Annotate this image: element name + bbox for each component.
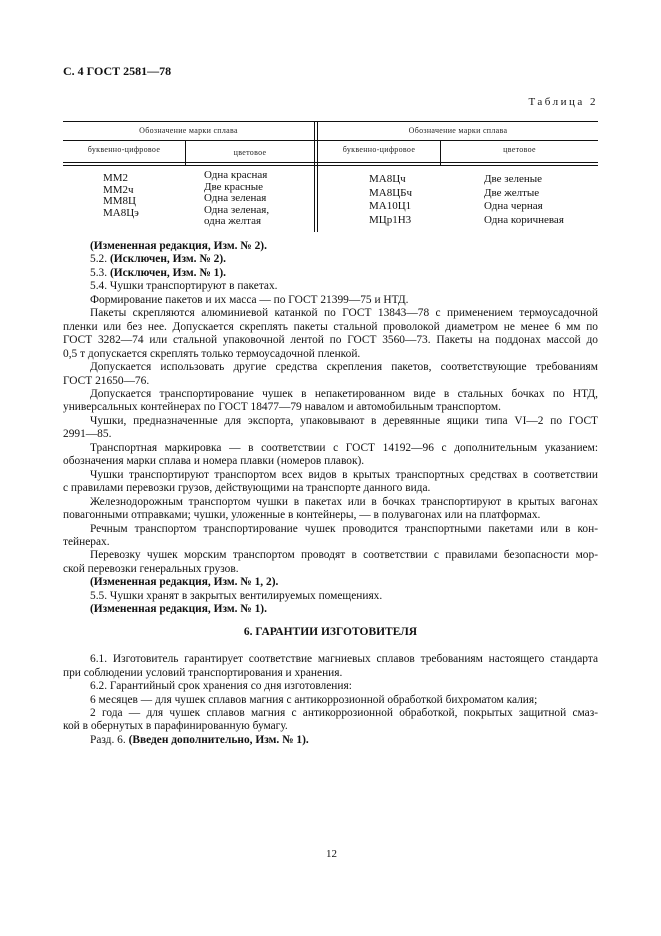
table-cell: Одна коричневая	[484, 213, 564, 226]
colors-right	[484, 173, 564, 227]
paragraph-line: Пакеты скрепляются алюминиевой катанкой по ГОСТ 13843—78 с применением термоусадочной	[90, 307, 598, 320]
group-header-right: Обозначение марки сплава	[408, 126, 508, 135]
table-cell: Одна зеленая	[204, 192, 267, 204]
amendment-note: (Исключен, Изм. № 1).	[109, 266, 226, 279]
paragraph-line: Железнодорожным транспортом чушки в пакетах или в бочках транспортируют в крытых вагонах	[90, 495, 598, 508]
table-cell: МА8Цч	[369, 173, 406, 185]
paragraph-prefix: 5.2.	[90, 253, 110, 266]
table-cell: Две зеленые	[484, 173, 543, 185]
document-body	[63, 240, 598, 747]
paragraph-line: обозначения марки сплава и номера плавки (номеров плавок).	[63, 455, 365, 468]
paragraph-line: 5.4. Чушки транспортируют в пакетах.	[90, 280, 278, 293]
amendment-note: (Измененная редакция, Изм. № 1, 2).	[90, 576, 279, 589]
paragraph-line: тейнерах.	[63, 535, 110, 548]
table-caption: Таблица 2	[528, 96, 598, 108]
table-cell: Одна черная	[484, 200, 543, 212]
table-cell: МЦр1Н3	[369, 213, 412, 226]
paragraph-line: 5.5. Чушки хранят в закрытых вентилируемых помещениях.	[90, 589, 383, 602]
section-5-text	[63, 240, 598, 617]
amendment-note: (Исключен, Изм. № 2).	[109, 253, 226, 266]
paragraph-line: Формирование пакетов и их масса — по ГОСТ 21399—75 и НТД.	[90, 293, 409, 306]
paragraph-prefix: Разд. 6.	[90, 733, 129, 746]
paragraph-line: кой в обернутых в парафинированную бумагу.	[63, 720, 288, 733]
subheader-code-left: буквенно-цифровое	[87, 145, 161, 154]
codes-left	[103, 173, 139, 219]
paragraph-line: ГОСТ 21650—76.	[63, 374, 150, 387]
paragraph-line: Перевозку чушек морским транспортом проводят в соответствии с правилами безопасности мор-	[90, 549, 598, 562]
amendment-note: (Измененная редакция, Изм. № 1).	[90, 603, 267, 616]
table-cell: Одна красная	[204, 169, 268, 181]
table-cell: одна желтая	[204, 215, 262, 227]
paragraph-line: Речным транспортом транспортирование чушек проводится транспортными пакетами или в кон-	[90, 522, 598, 535]
paragraph-line: при соблюдении условий транспортирования и хранения.	[63, 666, 343, 679]
subheader-color-right: цветовое	[503, 145, 536, 154]
paragraph-line: 0,5 т допускается скреплять только термоусадочной пленкой.	[63, 347, 361, 360]
group-header-left: Обозначение марки сплава	[139, 126, 238, 135]
subheader-color-left: цветовое	[233, 148, 267, 157]
table-cell: ММ8Ц	[103, 195, 137, 207]
table-cell: Две красные	[204, 180, 264, 193]
alloy-marking-table	[63, 121, 598, 232]
paragraph-line: 2991—85.	[63, 428, 112, 441]
paragraph-line: Чушки транспортируют транспортом всех видов в крытых транспортных средствах в соответствии	[90, 468, 598, 481]
table-cell: МА8Цэ	[103, 206, 139, 219]
paragraph-line	[63, 734, 598, 747]
table-cell: МА10Ц1	[369, 200, 412, 212]
paragraph-line: 6 месяцев — для чушек сплавов магния с антикоррозионной обработкой бихроматом калия;	[90, 693, 538, 706]
paragraph-line: с правилами перевозки грузов, действующими на транспорте данного вида.	[63, 482, 431, 495]
paragraph-line: Чушки, предназначенные для экспорта, упаковывают в деревянные ящики типа VI—2 по ГОСТ	[90, 414, 598, 427]
paragraph-line: Допускается использовать другие средства скрепления пакетов, соответствующие требованиям	[90, 361, 598, 374]
paragraph-line: 6.2. Гарантийный срок хранения со дня изготовления:	[90, 680, 352, 693]
paragraph-prefix: 5.3.	[90, 266, 110, 279]
paragraph-line: ГОСТ 3282—74 или стальной упаковочной лентой по ГОСТ 3560—73. Пакеты на поддонах массой до	[63, 334, 598, 347]
page-header: С. 4 ГОСТ 2581—78	[63, 64, 172, 78]
page-number: 12	[326, 848, 337, 860]
table-cell: ММ2	[103, 172, 129, 184]
table-cell: МА8ЦБч	[369, 186, 413, 199]
colors-left	[204, 170, 269, 228]
paragraph-line: повагонными отправками; чушки, уложенные в контейнеры, — в полувагонах или на платформах.	[63, 509, 541, 522]
section-6-text	[63, 653, 598, 747]
paragraph-line: Транспортная маркировка — в соответствии с ГОСТ 14192—96 с дополнительным указанием:	[90, 441, 598, 454]
section-6-title: 6. ГАРАНТИИ ИЗГОТОВИТЕЛЯ	[243, 625, 418, 638]
paragraph-line	[63, 267, 598, 280]
paragraph-line: 6.1. Изготовитель гарантирует соответствие магниевых сплавов требованиям настоящего стандарта	[90, 653, 598, 666]
table-cell: Одна зеленая,	[204, 203, 270, 216]
codes-right	[369, 173, 412, 227]
table-cell: Две желтые	[484, 186, 540, 199]
paragraph-line: пленки или без нее. Допускается скреплять пакеты стальной проволокой диаметром не менее 6 мм по	[63, 320, 598, 333]
paragraph-line: Допускается транспортирование чушек в непакетированном виде в стальных бочках по НТД,	[90, 387, 598, 400]
amendment-note: (Введен дополнительно, Изм. № 1).	[128, 733, 309, 746]
paragraph-line: ской перевозки генеральных грузов.	[63, 562, 239, 575]
subheader-code-right: буквенно-цифровое	[342, 145, 416, 154]
table-cell: ММ2ч	[103, 183, 134, 196]
paragraph-line: 2 года — для чушек сплавов магния с антикоррозионной обработкой, покрытых защитной смаз-	[90, 706, 598, 719]
paragraph-line	[63, 253, 598, 266]
paragraph-line: универсальных контейнерах по ГОСТ 18477—79 навалом и автомобильным транспортом.	[63, 401, 501, 414]
amendment-note: (Измененная редакция, Изм. № 2).	[90, 240, 267, 252]
